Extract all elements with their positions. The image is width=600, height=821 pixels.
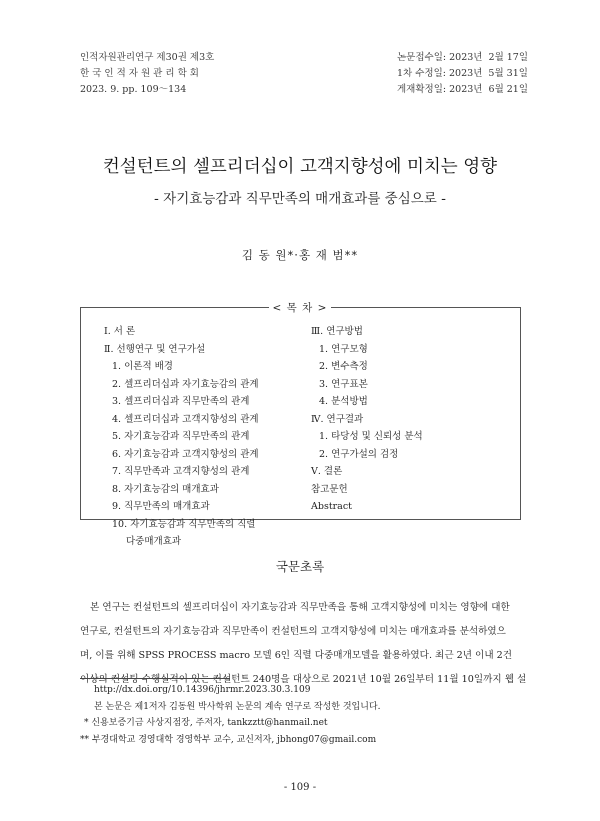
- date-label: 1차 수정일:: [397, 68, 446, 79]
- toc-item: 1. 이론적 배경: [112, 361, 173, 372]
- paper-subtitle: - 자기효능감과 직무만족의 매개효과를 중심으로 -: [153, 191, 447, 207]
- footnote-rule: [80, 678, 230, 679]
- toc-item: Abstract: [311, 501, 352, 512]
- toc-item: 참고문헌: [311, 483, 348, 495]
- toc-item: Ⅰ. 서 론: [104, 326, 136, 337]
- toc-item: 2. 셀프리더십과 자기효능감의 관계: [112, 378, 259, 390]
- journal-issue: 2023. 9. pp. 109～134: [80, 84, 187, 95]
- toc-item: 다중매개효과: [126, 536, 182, 547]
- footnote-author1: * 신용보증기금 사상지점장, 주저자, tankzztt@hanmail.net: [84, 718, 328, 728]
- toc-item: 2. 연구가설의 검정: [319, 448, 399, 460]
- date-row: [397, 66, 528, 82]
- toc-item: 10. 자기효능감과 직무만족의 직렬: [112, 518, 256, 530]
- journal-society: 한 국 인 적 자 원 관 리 학 회: [80, 68, 199, 79]
- footnotes: [80, 682, 380, 748]
- abstract-line: 며, 이를 위해 SPSS PROCESS macro 모델 6인 직렬 다중매개모델을 활용하였다. 최근 2년 이내 2건: [80, 650, 513, 661]
- toc-item: 4. 셀프리더십과 고객지향성의 관계: [112, 413, 259, 425]
- journal-name: 인적자원관리연구 제30권 제3호: [80, 52, 215, 63]
- toc-item: 3. 연구표본: [319, 378, 368, 390]
- paper-title: 컨설턴트의 셀프리더십이 고객지향성에 미치는 영향: [102, 157, 498, 177]
- toc-left-column: [104, 323, 259, 551]
- date-row: [397, 50, 528, 66]
- paper-authors: 김 동 원*·홍 재 범**: [241, 248, 359, 262]
- date-row: [397, 82, 528, 98]
- toc-item: 1. 연구모형: [319, 343, 368, 355]
- doi-link[interactable]: http://dx.doi.org/10.14396/jhrmr.2023.30.3.109: [94, 685, 311, 695]
- toc-heading: [0, 300, 600, 315]
- date-value: 2023년 2월 17일: [449, 52, 529, 63]
- submission-dates: [397, 50, 528, 98]
- abstract-line: 본 연구는 컨설턴트의 셀프리더십이 자기효능감과 직무만족을 통해 고객지향성에 미치는 영향에 대한: [90, 602, 510, 613]
- toc-item: Ⅳ. 연구결과: [311, 413, 364, 425]
- toc-heading-text: < 목 차 >: [269, 302, 332, 314]
- toc-item: Ⅲ. 연구방법: [311, 326, 363, 337]
- abstract-line: 이상의 컨설팅 수행실적이 있는 컨설턴트 240명을 대상으로 2021년 10월 26일부터 11월 10일까지 웹 설: [80, 674, 527, 685]
- footnote-note: 본 논문은 제1저자 김동원 박사학위 논문의 계속 연구로 작성한 것입니다.: [94, 701, 381, 712]
- date-label: 게재확정일:: [397, 84, 447, 95]
- toc-item: 3. 셀프리더십과 직무만족의 관계: [112, 396, 250, 407]
- toc-item: 4. 분석방법: [319, 396, 368, 407]
- date-value: 2023년 6월 21일: [449, 84, 529, 95]
- footnote-author2: ** 부경대학교 경영대학 경영학부 교수, 교신저자, jbhong07@gmail.com: [80, 734, 377, 745]
- toc-item: Ⅴ. 결론: [311, 466, 343, 477]
- abstract-title: 국문초록: [275, 559, 325, 574]
- toc-item: Ⅱ. 선행연구 및 연구가설: [104, 343, 206, 355]
- toc-item: 9. 직무만족의 매개효과: [112, 501, 210, 512]
- toc-item: 5. 자기효능감과 직무만족의 관계: [112, 431, 250, 442]
- toc-item: 6. 자기효능감과 고객지향성의 관계: [112, 448, 259, 460]
- journal-info: [80, 50, 214, 98]
- date-value: 2023년 5월 31일: [449, 68, 528, 79]
- date-label: 논문접수일:: [397, 52, 447, 63]
- toc-item: 7. 직무만족과 고객지향성의 관계: [112, 466, 250, 477]
- toc-right-column: [311, 323, 423, 516]
- toc-item: 8. 자기효능감의 매개효과: [112, 483, 219, 495]
- toc-item: 2. 변수측정: [319, 361, 368, 372]
- abstract-line: 연구로, 컨설턴트의 자기효능감과 직무만족이 컨설턴트의 고객지향성에 미치는 매개효과를 분석하였으: [80, 626, 506, 637]
- page-number: - 109 -: [283, 782, 317, 793]
- toc-item: 1. 타당성 및 신뢰성 분석: [319, 431, 423, 442]
